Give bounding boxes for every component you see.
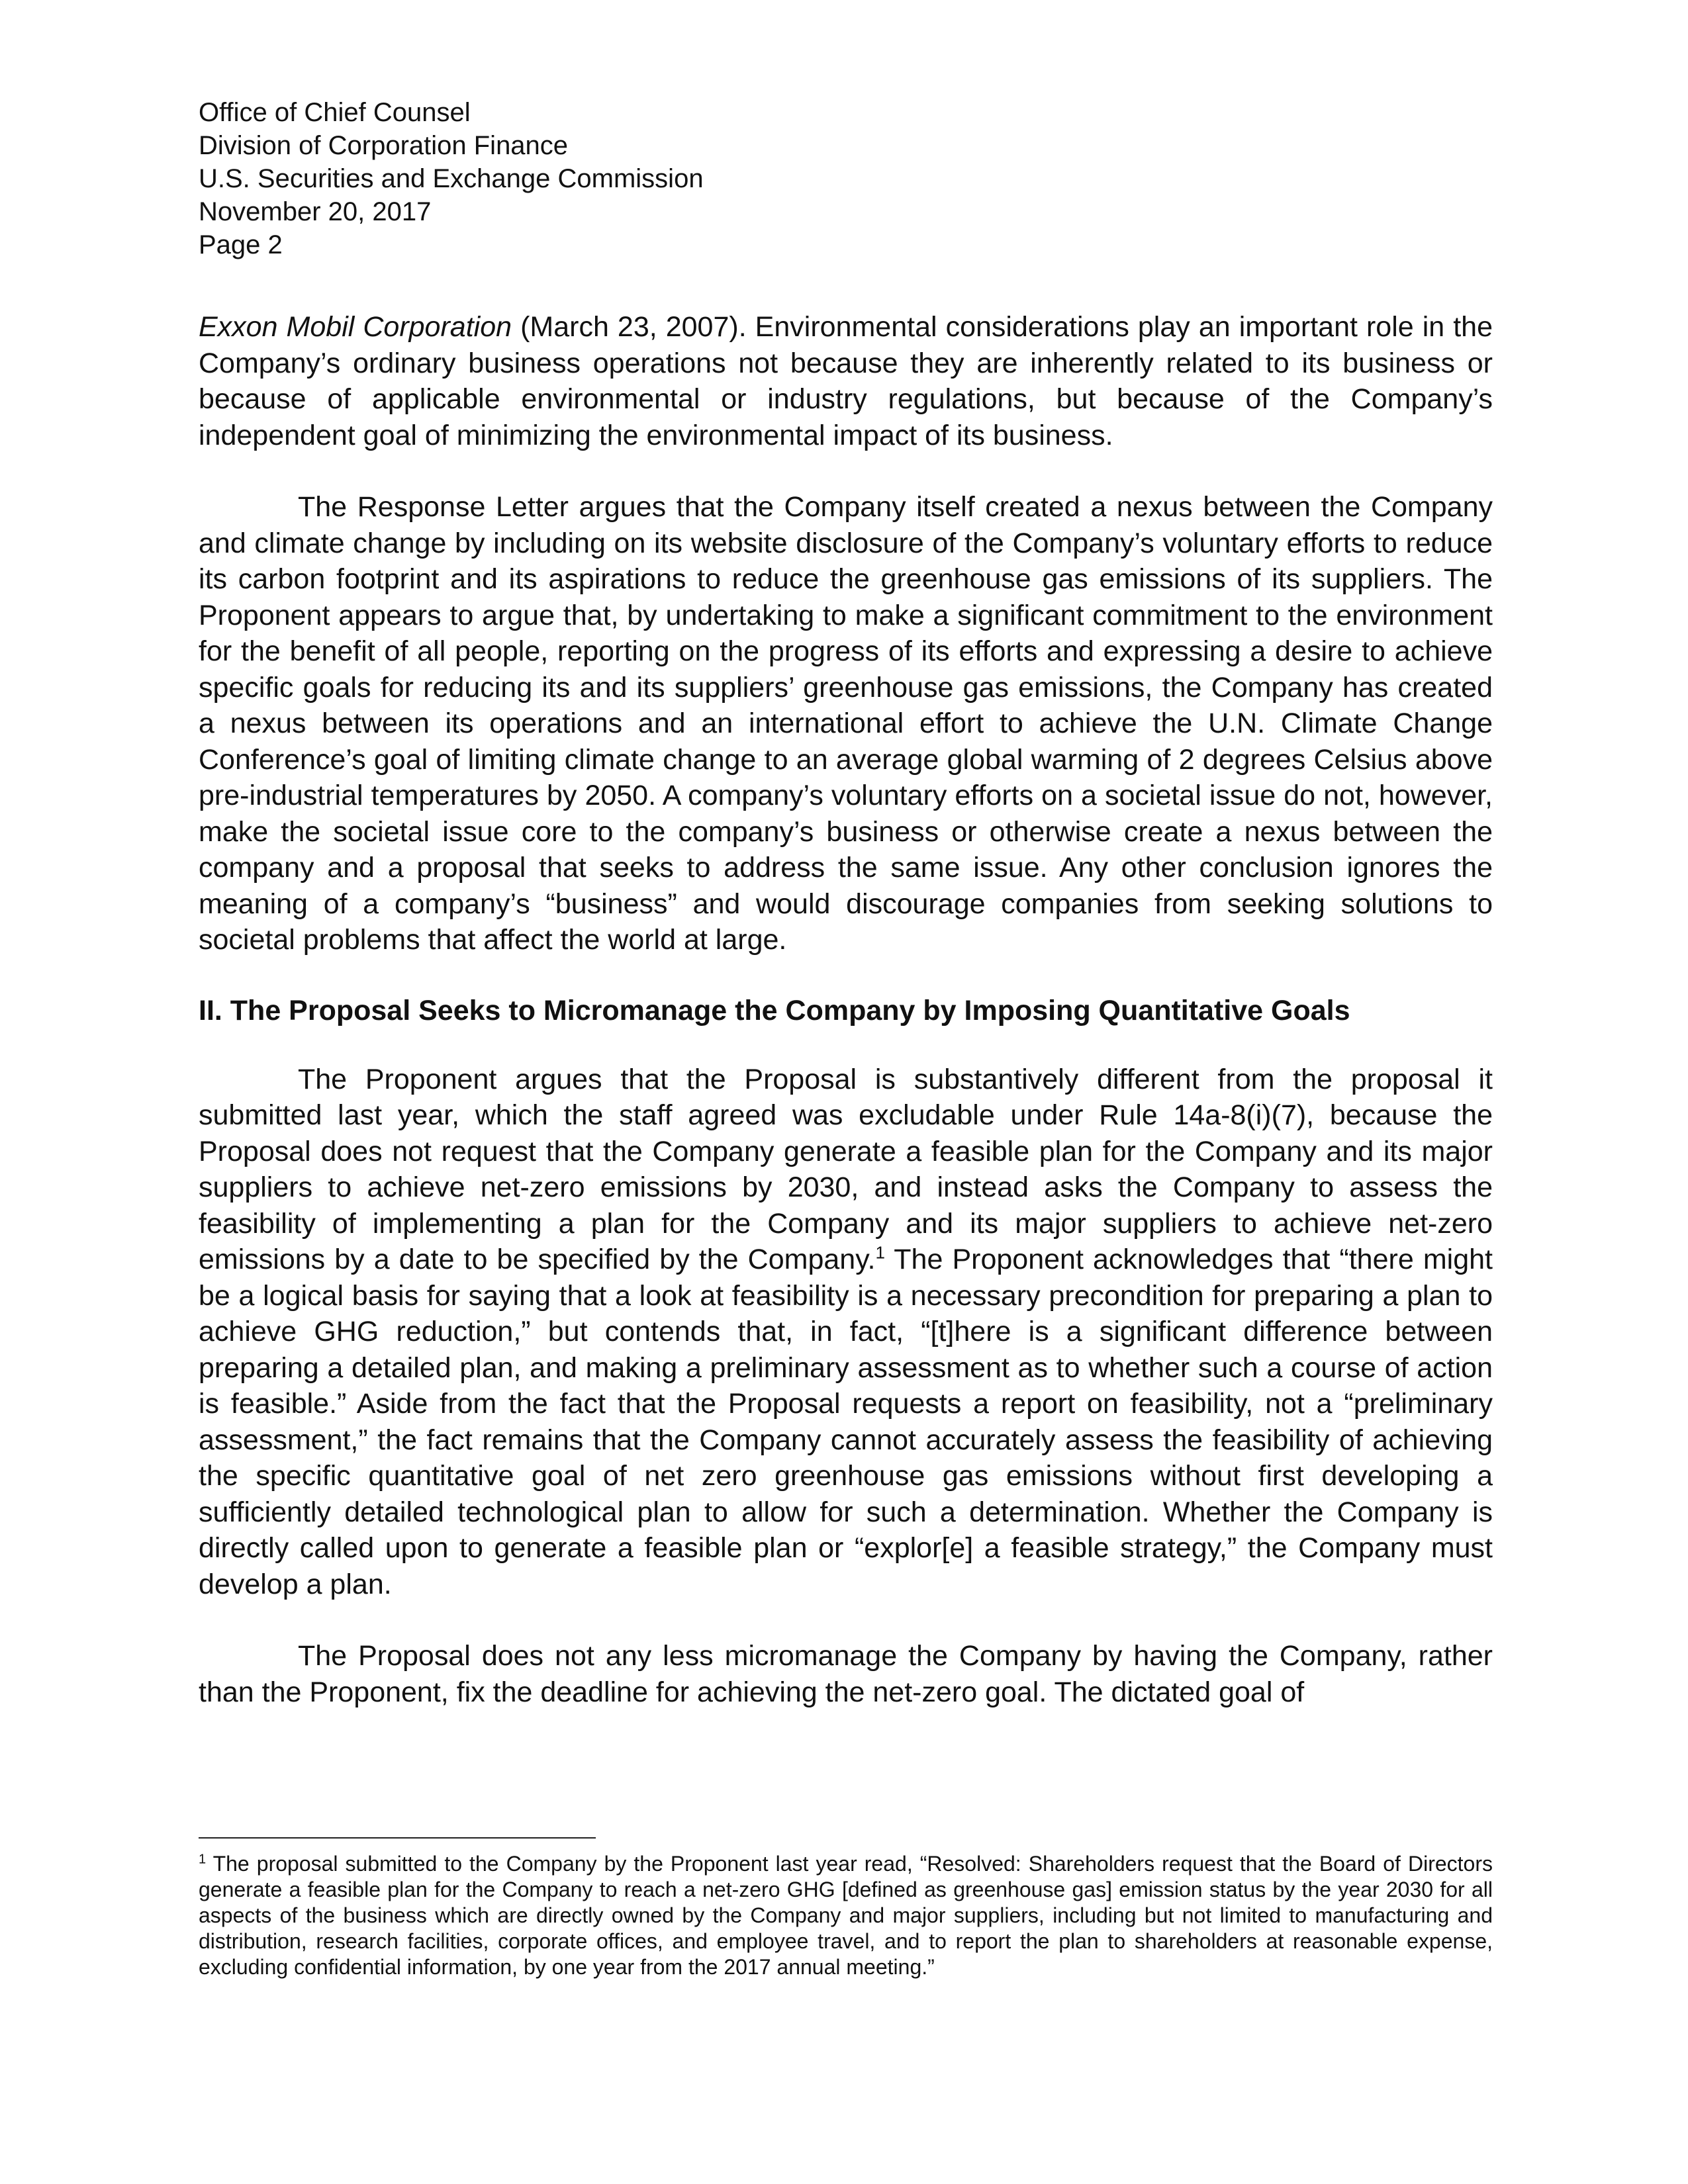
- letter-page: [199, 96, 1493, 1710]
- footnote-reference: 1: [875, 1242, 885, 1263]
- paragraph-1: [199, 309, 1493, 453]
- paragraph-3-text-before: The Proponent argues that the Proposal is substantively different from the proposal it submitted last year, which the staff agreed was excludable under Rule 14a-8(i)(7), because the Proposal does not request that the Company generate a feasible plan for the Company and its major suppliers to achieve net-zero emissions by 2030, and instead asks the Company to assess the feasibility of implementing a plan for the Company and its major suppliers to achieve net-zero emissions by a date to be specified by the Company.: [199, 1063, 1493, 1275]
- header-recipient-office: Office of Chief Counsel: [199, 98, 471, 127]
- header-page-number: Page 2: [199, 230, 283, 259]
- section-heading: II. The Proposal Seeks to Micromanage the Company by Imposing Quantitative Goals: [199, 994, 1350, 1026]
- header-recipient-agency: U.S. Securities and Exchange Commission: [199, 164, 704, 193]
- paragraph-1-text: (March 23, 2007). Environmental considerations play an important role in the Company’s ordinary business operations not because they are inherently related to its business or because of applicable environmental or industry regulations, but because of the Company’s independent goal of minimizing the environmental impact of its business.: [199, 311, 1493, 451]
- header-recipient-division: Division of Corporation Finance: [199, 131, 569, 160]
- letter-body: [199, 309, 1493, 1710]
- paragraph-4: The Proposal does not any less micromanage the Company by having the Company, rather than the Proponent, fix the deadline for achieving the net-zero goal. The dictated goal of: [199, 1640, 1493, 1708]
- footnote-text: The proposal submitted to the Company by the Proponent last year read, “Resolved: Shareholders request that the Board of Directors generate a feasible plan for the Company to reach a net-zero GHG [defined as greenhouse gas] emission status by the year 2030 for all aspects of the business which are directly owned by the Company and major suppliers, including but not limited to manufacturing and distribution, research facilities, corporate offices, and employee travel, and to report the plan to shareholders at reasonable expense, excluding confidential information, by one year from the 2017 annual meeting.”: [199, 1852, 1493, 1979]
- footnote-mark: 1: [199, 1852, 207, 1867]
- paragraph-3-text-after: The Proponent acknowledges that “there might be a logical basis for saying that a look at feasibility is a necessary precondition for preparing a plan to achieve GHG reduction,” but contends that, in fact, “[t]here is a significant difference between preparing a detailed plan, and making a preliminary assessment as to whether such a course of action is feasible.” Aside from the fact that the Proposal requests a report on feasibility, not a “preliminary assessment,” the fact remains that the Company cannot accurately assess the feasibility of achieving the specific quantitative goal of net zero greenhouse gas emissions without first developing a sufficiently detailed technological plan to allow for such a determination. Whether the Company is directly called upon to generate a feasible plan or “explor[e] a feasible strategy,” the Company must develop a plan.: [199, 1244, 1493, 1600]
- letter-header: [199, 96, 1493, 261]
- paragraph-2: The Response Letter argues that the Company itself created a nexus between the Company and climate change by including on its website disclosure of the Company’s voluntary efforts to reduce its carbon footprint and its aspirations to reduce the greenhouse gas emissions of its suppliers. The Proponent appears to argue that, by undertaking to make a significant commitment to the environment for the benefit of all people, reporting on the progress of its efforts and expressing a desire to achieve specific goals for reducing its and its suppliers’ greenhouse gas emissions, the Company has created a nexus between its operations and an international effort to achieve the U.N. Climate Change Conference’s goal of limiting climate change to an average global warming of 2 degrees Celsius above pre-industrial temperatures by 2050. A company’s voluntary efforts on a societal issue do not, however, make the societal issue core to the company’s business or otherwise create a nexus between the company and a proposal that seeks to address the same issue. Any other conclusion ignores the meaning of a company’s “business” and would discourage companies from seeking solutions to societal problems that affect the world at large.: [199, 491, 1493, 956]
- header-date: November 20, 2017: [199, 197, 432, 226]
- footnote-divider: [199, 1837, 596, 1839]
- paragraph-3: [199, 1062, 1493, 1603]
- case-citation: Exxon Mobil Corporation: [199, 311, 512, 343]
- footnote: [199, 1851, 1493, 1980]
